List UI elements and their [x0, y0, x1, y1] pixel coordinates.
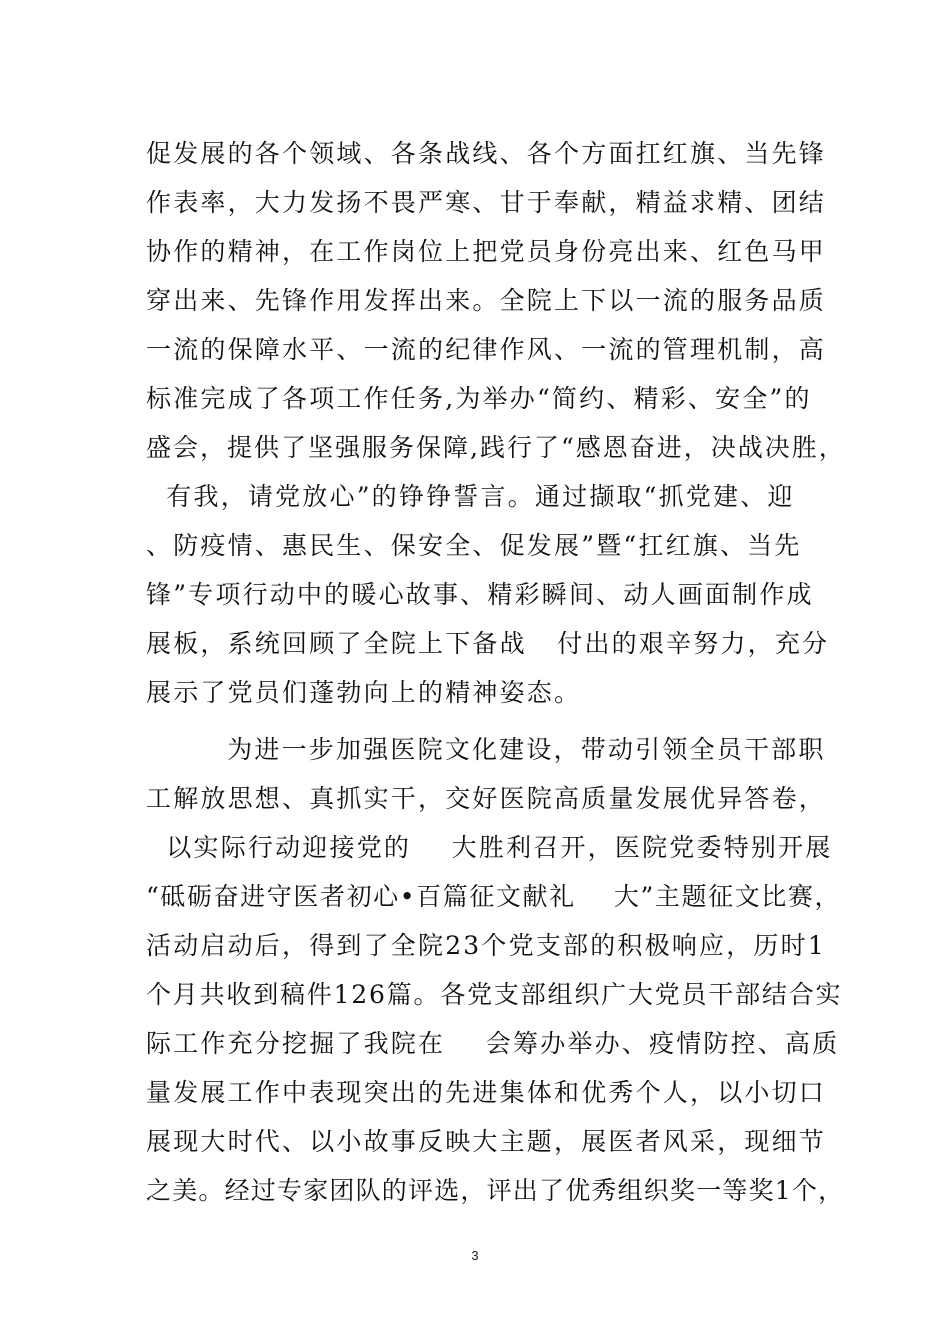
- text-line: 一流的保障水平、一流的纪律作风、一流的管理机制，高: [146, 335, 827, 364]
- text-line: 际工作充分挖掘了我院在 会筹办举办、疫情防控、高质: [146, 1029, 840, 1058]
- text-line: 作表率，大力发扬不畏严寒、甘于奉献，精益求精、团结: [146, 188, 827, 217]
- text-line: 穿出来、先锋作用发挥出来。全院上下以一流的服务品质: [146, 286, 827, 315]
- text-line: 协作的精神，在工作岗位上把党员身份亮出来、红色马甲: [146, 237, 827, 266]
- text-line: 标准完成了各项工作任务,为举办“简约、精彩、安全”的: [146, 384, 812, 413]
- text-line: 、防疫情、惠民生、保安全、促发展”暨“扛红旗、当先: [146, 531, 802, 560]
- text-line: 工解放思想、真抓实干，交好医院高质量发展优异答卷，: [146, 784, 827, 813]
- text-line: 活动启动后，得到了全院23个党支部的积极响应，历时1: [146, 931, 826, 960]
- text-line: “砥砺奋进守医者初心•百篇征文献礼 大”主题征文比赛，: [146, 882, 842, 911]
- text-line: 以实际行动迎接党的 大胜利召开，医院党委特别开展: [146, 833, 833, 862]
- page-number: 3: [471, 1248, 479, 1263]
- text-line: 展现大时代、以小故事反映大主题，展医者风采，现细节: [146, 1127, 827, 1156]
- text-line: 锋”专项行动中的暖心故事、精彩瞬间、动人画面制作成: [146, 580, 814, 609]
- text-line: 为进一步加强医院文化建设，带动引领全员干部职: [146, 735, 826, 764]
- text-line: 盛会，提供了坚强服务保障,践行了“感恩奋进，决战决胜，: [146, 433, 846, 462]
- text-line: 之美。经过专家团队的评选，评出了优秀组织奖一等奖1个，: [146, 1176, 845, 1205]
- text-line: 量发展工作中表现突出的先进集体和优秀个人，以小切口: [146, 1078, 827, 1107]
- text-line: 有我，请党放心”的铮铮誓言。通过撷取“抓党建、迎: [146, 482, 795, 511]
- text-line: 促发展的各个领域、各条战线、各个方面扛红旗、当先锋: [146, 139, 827, 168]
- text-line: 展示了党员们蓬勃向上的精神姿态。: [146, 678, 582, 707]
- text-line: 展板，系统回顾了全院上下备战 付出的艰辛努力，充分: [146, 629, 830, 658]
- text-line: 个月共收到稿件126篇。各党支部组织广大党员干部结合实: [146, 980, 843, 1009]
